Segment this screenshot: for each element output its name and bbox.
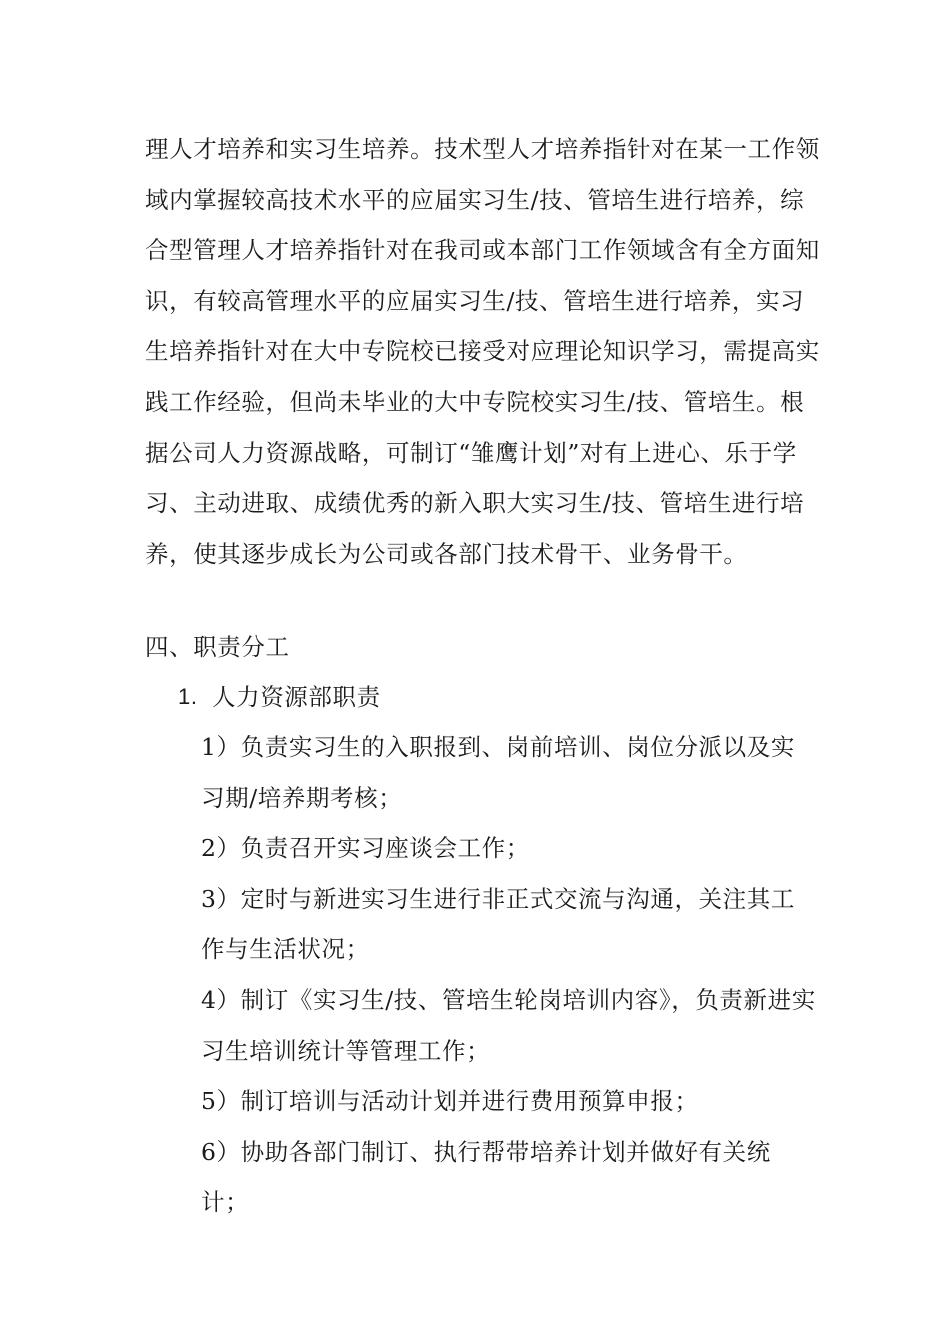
body-paragraph: 理人才培养和实习生培养。技术型人才培养指针对在某一工作领域内掌握较高技术水平的应届实习生/技、管培生进行培养，综合型管理人才培养指针对在我司或本部门工作领域含有全方面知识，有较高管理水平的应届实习生/技、管培生进行培养，实习生培养指针对在大中专院校已接受对应理论知识学习，需提高实践工作经验，但尚未毕业的大中专院校实习生/技、管培生。根据公司人力资源战略，可制订“雏鹰计划”对有上进心、乐于学习、主动进取、成绩优秀的新入职大实习生/技、管培生进行培养，使其逐步成长为公司或各部门技术骨干、业务骨干。	[145, 135, 820, 568]
duty-item: 3）定时与新进实习生进行非正式交流与沟通，关注其工作与生活状况；	[201, 884, 795, 964]
duty-item: 2）负责召开实习座谈会工作；	[201, 834, 530, 863]
duty-list	[201, 722, 819, 1228]
duty-item: 5）制订培训与活动计划并进行费用预算申报；	[201, 1087, 699, 1116]
duty-item: 4）制订《实习生/技、管培生轮岗培训内容》，负责新进实习生培训统计等管理工作；	[201, 985, 816, 1065]
section-heading: 四、职责分工	[145, 633, 290, 661]
subsection-title: 人力资源部职责	[212, 683, 381, 711]
duty-item: 1）负责实习生的入职报到、岗前培训、岗位分派以及实习期/培养期考核；	[201, 733, 795, 812]
duty-item: 6）协助各部门制订、执行帮带培养计划并做好有关统计；	[201, 1137, 771, 1217]
subsection-heading	[178, 672, 381, 722]
subsection-number: 1.	[178, 684, 198, 709]
